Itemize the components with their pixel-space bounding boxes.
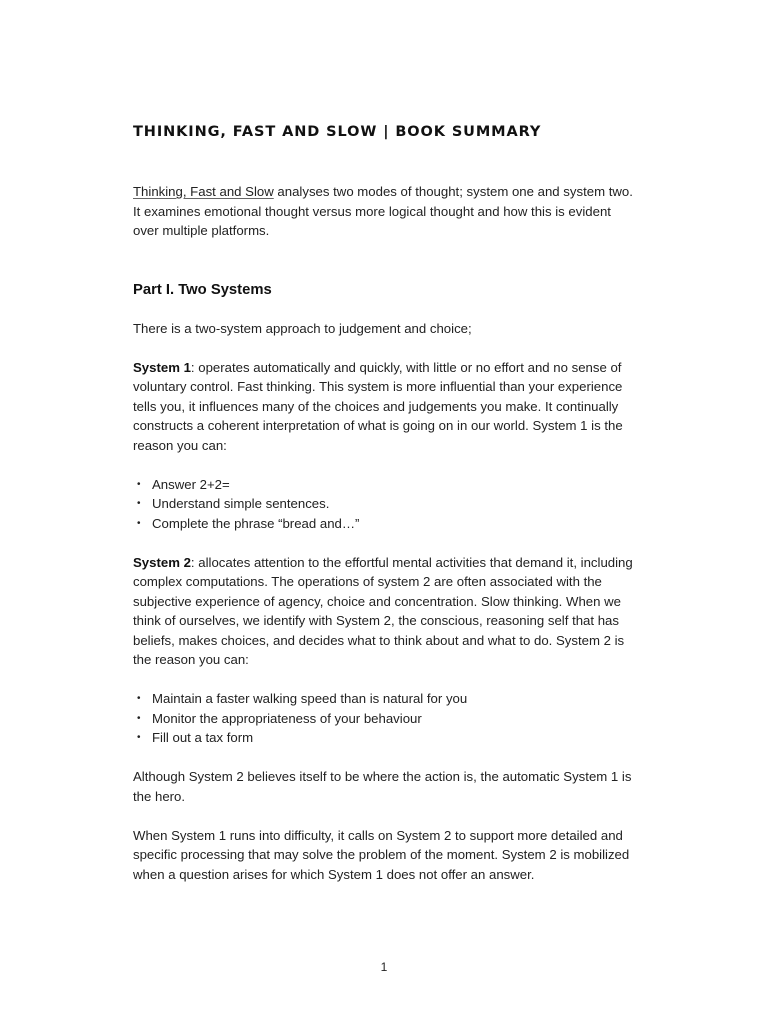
hero-paragraph: Although System 2 believes itself to be where the action is, the automatic System 1 is the hero. bbox=[133, 769, 632, 804]
book-title-link[interactable]: Thinking, Fast and Slow bbox=[133, 184, 274, 199]
difficulty-paragraph: When System 1 runs into difficulty, it calls on System 2 to support more detailed and specific processing that may solve the problem of the moment. System 2 is mobilized when a question arises for which System 1 does not offer an answer. bbox=[133, 827, 630, 882]
list-item: • Answer 2+2= bbox=[133, 475, 635, 495]
system1-bullet-list bbox=[133, 475, 635, 534]
system2-term: System 2 bbox=[133, 554, 191, 570]
document-title: THINKING, FAST AND SLOW | BOOK SUMMARY bbox=[133, 124, 542, 140]
system1-term: System 1 bbox=[133, 359, 191, 375]
system2-text: : allocates attention to the effortful mental activities that demand it, including complex computations. The operations of system 2 are often associated with the subjective experience of agency, choice and concentration. Slow thinking. When we think of ourselves, we identify with System 2, the conscious, reasoning self that has beliefs, makes choices, and decides what to think about and what to do. System 2 is the reason you can: bbox=[133, 554, 633, 667]
section-heading-part-1: Part I. Two Systems bbox=[133, 281, 272, 298]
intro-paragraph bbox=[133, 182, 635, 241]
page-number: 1 bbox=[380, 960, 388, 974]
system2-bullet-list bbox=[133, 689, 635, 748]
system2-paragraph bbox=[133, 553, 635, 670]
intro-text: analyses two modes of thought; system one and system two. It examines emotional thought versus more logical thought and how this is evident over multiple platforms. bbox=[133, 184, 633, 238]
system1-text: : operates automatically and quickly, with little or no effort and no sense of voluntary control. Fast thinking. This system is more influential than your experience tells you, it influences many of the choices and judgements you make. It continually constructs a coherent interpretation of what is going on in our world. System 1 is the reason you can: bbox=[133, 359, 623, 453]
list-item: • Complete the phrase “bread and…” bbox=[133, 514, 635, 534]
document-body bbox=[133, 182, 635, 884]
system1-paragraph bbox=[133, 358, 635, 456]
list-item: • Maintain a faster walking speed than is natural for you bbox=[133, 689, 635, 709]
list-item: • Understand simple sentences. bbox=[133, 494, 635, 514]
list-item: • Fill out a tax form bbox=[133, 728, 635, 748]
part1-lead-paragraph: There is a two-system approach to judgement and choice; bbox=[133, 320, 472, 336]
list-item: • Monitor the appropriateness of your behaviour bbox=[133, 709, 635, 729]
